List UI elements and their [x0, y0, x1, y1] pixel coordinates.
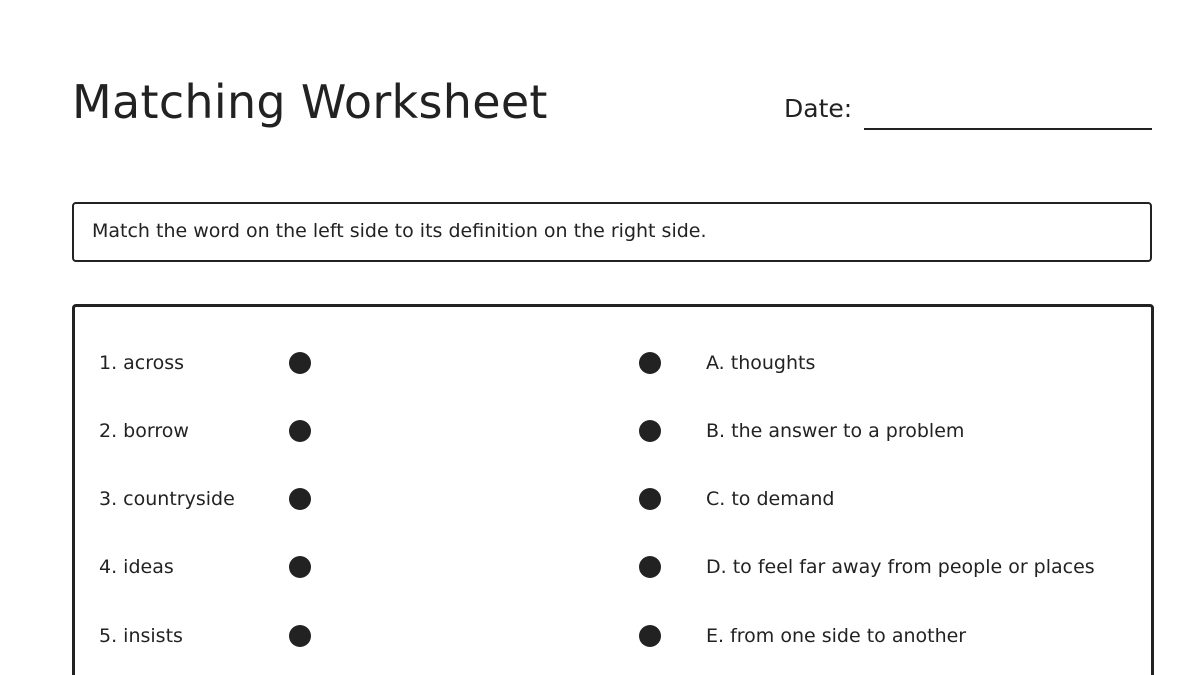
word-connector-dot [289, 352, 311, 374]
definition-connector-dot [639, 352, 661, 374]
date-label: Date: [784, 94, 853, 123]
word-connector-dot [289, 556, 311, 578]
word-item: 5. insists [99, 625, 183, 647]
match-row [75, 343, 1151, 383]
definition-item: D. to feel far away from people or places [706, 556, 1095, 578]
definition-connector-dot [639, 625, 661, 647]
match-row [75, 547, 1151, 587]
word-connector-dot [289, 420, 311, 442]
word-item: 2. borrow [99, 420, 189, 442]
date-field [784, 92, 1152, 132]
match-row [75, 616, 1151, 656]
definition-connector-dot [639, 488, 661, 510]
date-blank-line [864, 128, 1152, 130]
match-row [75, 479, 1151, 519]
definition-connector-dot [639, 556, 661, 578]
word-item: 1. across [99, 352, 185, 374]
matching-area [72, 304, 1154, 675]
word-connector-dot [289, 488, 311, 510]
definition-connector-dot [639, 420, 661, 442]
word-item: 3. countryside [99, 488, 235, 510]
definition-item: C. to demand [706, 488, 835, 510]
word-connector-dot [289, 625, 311, 647]
instructions-text: Match the word on the left side to its definition on the right side. [92, 220, 707, 242]
worksheet-title: Matching Worksheet [72, 75, 548, 129]
word-item: 4. ideas [99, 556, 174, 578]
definition-item: B. the answer to a problem [706, 420, 965, 442]
definition-item: E. from one side to another [706, 625, 967, 647]
instructions-box [72, 202, 1152, 262]
definition-item: A. thoughts [706, 352, 816, 374]
match-row [75, 411, 1151, 451]
